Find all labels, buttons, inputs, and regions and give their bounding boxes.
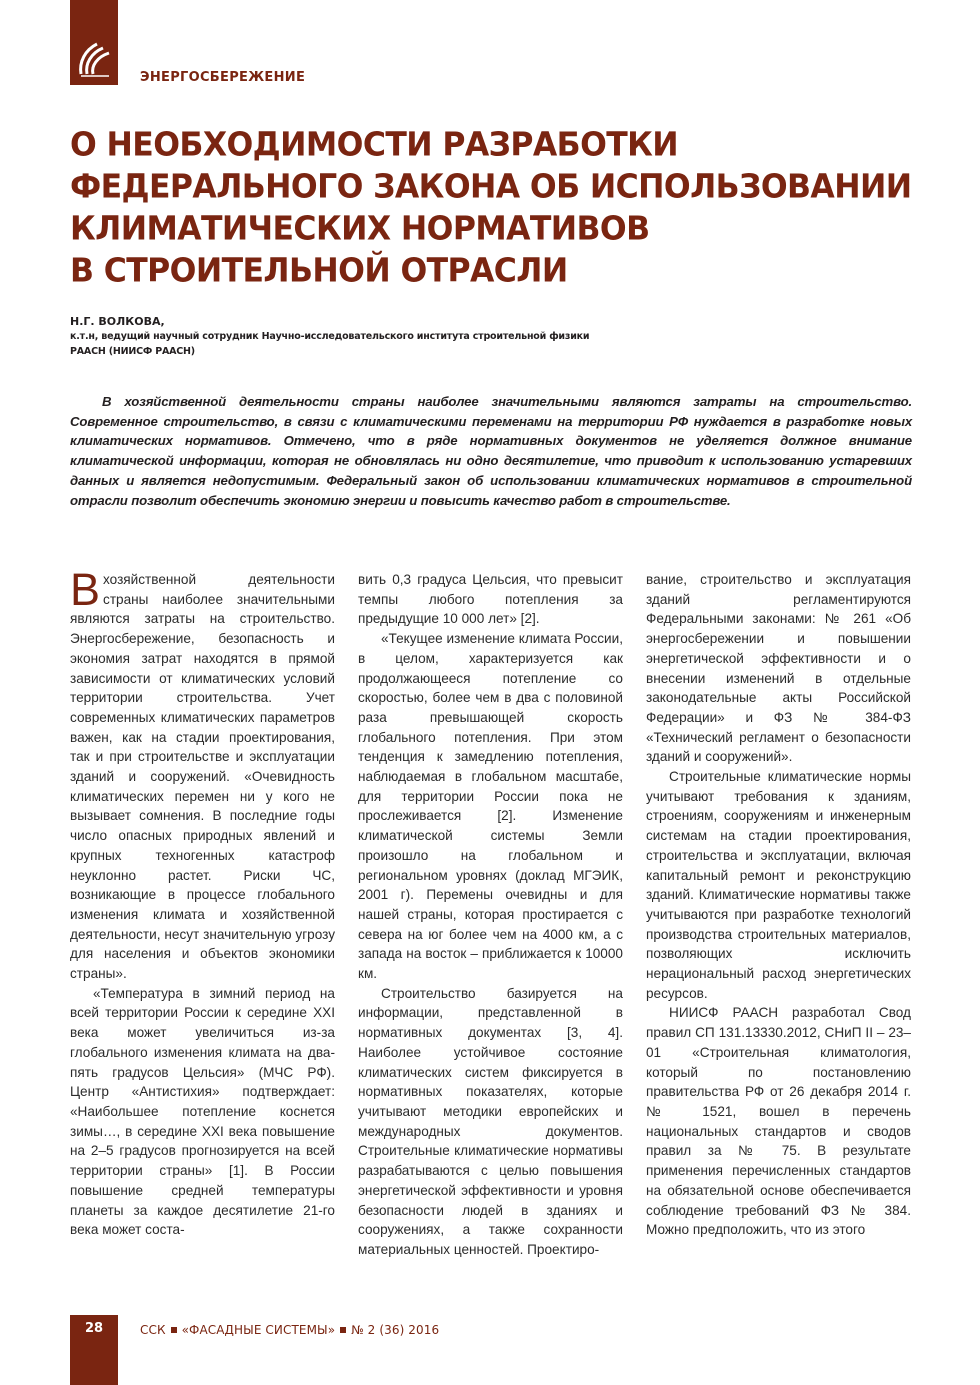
page-number-block [70,1315,118,1385]
column-1 [70,564,335,1260]
journal-footer [140,1323,439,1337]
paragraph: вание, строительство и эксплуатация зданий регламентируются Федеральными законами: № 261 «Об энергосбережении и повышении энергетической эффективности и о внесении изменений в отдельные законодательные акты Российской Федерации» и ФЗ № 384-ФЗ «Технический регламент о безопасности зданий и сооружений». [646,572,911,765]
paragraph: вить 0,3 градуса Цельсия, что превысит темпы любого потепления за предыдущие 10 000 лет» [2]. [358,572,623,627]
section-label: ЭНЕРГОСБЕРЕЖЕНИЕ [140,70,306,85]
author-name: Н.Г. ВОЛКОВА, [70,315,165,328]
page-number: 28 [84,1321,104,1336]
paragraph [70,564,335,984]
abstract: В хозяйственной деятельности страны наиболее значительными являются затраты на строительство. Современное строительство, в связи с климатическими переменами на территории РФ нуждается в разработке новых климатических нормативов. Отмечено, что в ряде нормативных документов не уделяется должное внимание климатической информации, которая не обновлялась ни одно десятилетие, что приводит к использованию устаревших данных и является недопустимым. Федеральный закон об использовании климатических нормативов в строительной отрасли позволит обеспечить экономию энергии и повысить качество работ в строительстве. [70,394,912,508]
square-bullet-icon [171,1327,177,1333]
author-affiliation: к.т.н, ведущий научный сотрудник Научно-исследовательского института строительной физики [70,331,590,342]
drop-cap: В [70,564,101,615]
paragraph: Строительство базируется на информации, представленной в нормативных документах [3, 4]. Наиболее устойчивое состояние климатических систем фиксируется в нормативных показателях, которые учитывают методики европейских и международных документов. Строительные климатические нормативы разрабатываются с целью повышения энергетической эффективности и уровня безопасности людей в зданиях и сооружениях, а также сохранности материальных ценностей. Проектиро- [358,985,623,1257]
title-line: ФЕДЕРАЛЬНОГО ЗАКОНА ОБ ИСПОЛЬЗОВАНИИ [70,168,912,206]
journal-name: «ФАСАДНЫЕ СИСТЕМЫ» [181,1323,336,1337]
title-line: В СТРОИТЕЛЬНОЙ ОТРАСЛИ [70,252,568,290]
title-line: КЛИМАТИЧЕСКИХ НОРМАТИВОВ [70,210,650,248]
paragraph-text: хозяйственной деятельности страны наиболее значительными являются затраты на строительство. Энергосбережение, безопасность и экономия затрат находятся в прямой зависимости от климатических условий территории строительства. Учет современных климатических параметров важен, как на стадии проектирования, так и при строительстве и эксплуатации зданий и сооружений. «Очевидность климатических перемен ни у кого не вызывает сомнения. В последние годы число опасных природных явлений и крупных техногенных катастроф неуклонно растет. Риски ЧС, возникающие в процессе глобального изменения климата и хозяйственной деятельности, несут значительную угрозу для населения и объектов экономики страны». [70,572,335,982]
publisher-logo-icon [77,38,111,78]
column-3 [646,570,911,1260]
author-block [70,314,670,359]
paragraph: Строительные климатические нормы учитывают требования к зданиям, строениям, сооружениям и инженерным системам на стадии проектирования, строительства и эксплуатации, включая капитальный ремонт и реконструкцию зданий. Климатические нормативы также учитываются при разработке технологий производства строительных материалов, позволяющих исключить нерациональный расход энергетических ресурсов. [646,769,911,1001]
paragraph: НИИСФ РААСН разработал Свод правил СП 131.13330.2012, СНиП II – 23–01 «Строительная климатология, который по постановлению правительства РФ от 26 декабря 2014 г. № 1521, вошел в перечень национальных стандартов и сводов правил за № 75. В результате применения перечисленных стандартов на обязательной основе обеспечивается соблюдение требований ФЗ № 384. Можно предположить, что из этого [646,1005,911,1238]
square-bullet-icon [340,1327,346,1333]
journal-abbr: ССК [140,1323,166,1337]
journal-issue: № 2 (36) 2016 [351,1323,440,1337]
article-title [70,124,930,292]
paragraph: «Текущее изменение климата России, в целом, характеризуется как продолжающееся потепление со скоростью, более чем в два с половиной раза превышающей скорость глобального потепления. При этом тенденция к замедлению потепления, наблюдаемая в глобальном масштабе, для территории России пока не прослеживается [2]. Изменение климатической системы Земли произошло на глобальном и региональном уровнях (доклад МГЭИК, 2001 г). Перемены очевидны и для нашей страны, которая простирается с севера на юг более чем на 4000 км, а с запада на восток – приближается к 10000 км. [358,631,623,982]
body-columns [70,564,912,1260]
paragraph: «Температура в зимний период на всей территории России к середине XXI века может увеличиться из-за глобального изменения климата на два-пять градусов Цельсия» (МЧС РФ). Центр «Антистихия» подтверждает: «Наибольшее потепление коснется зимы…, в середине XXI века повышение на 2–5 градусов прогнозируется на всей территории страны» [1]. В России повышение средней температуры планеты за каждое десятилетие 21-го века может соста- [70,985,335,1238]
column-2 [358,570,623,1260]
logo-block [70,0,118,85]
author-affiliation-org: РААСН (НИИСФ РААСН) [70,346,195,357]
title-line: О НЕОБХОДИМОСТИ РАЗРАБОТКИ [70,126,679,164]
